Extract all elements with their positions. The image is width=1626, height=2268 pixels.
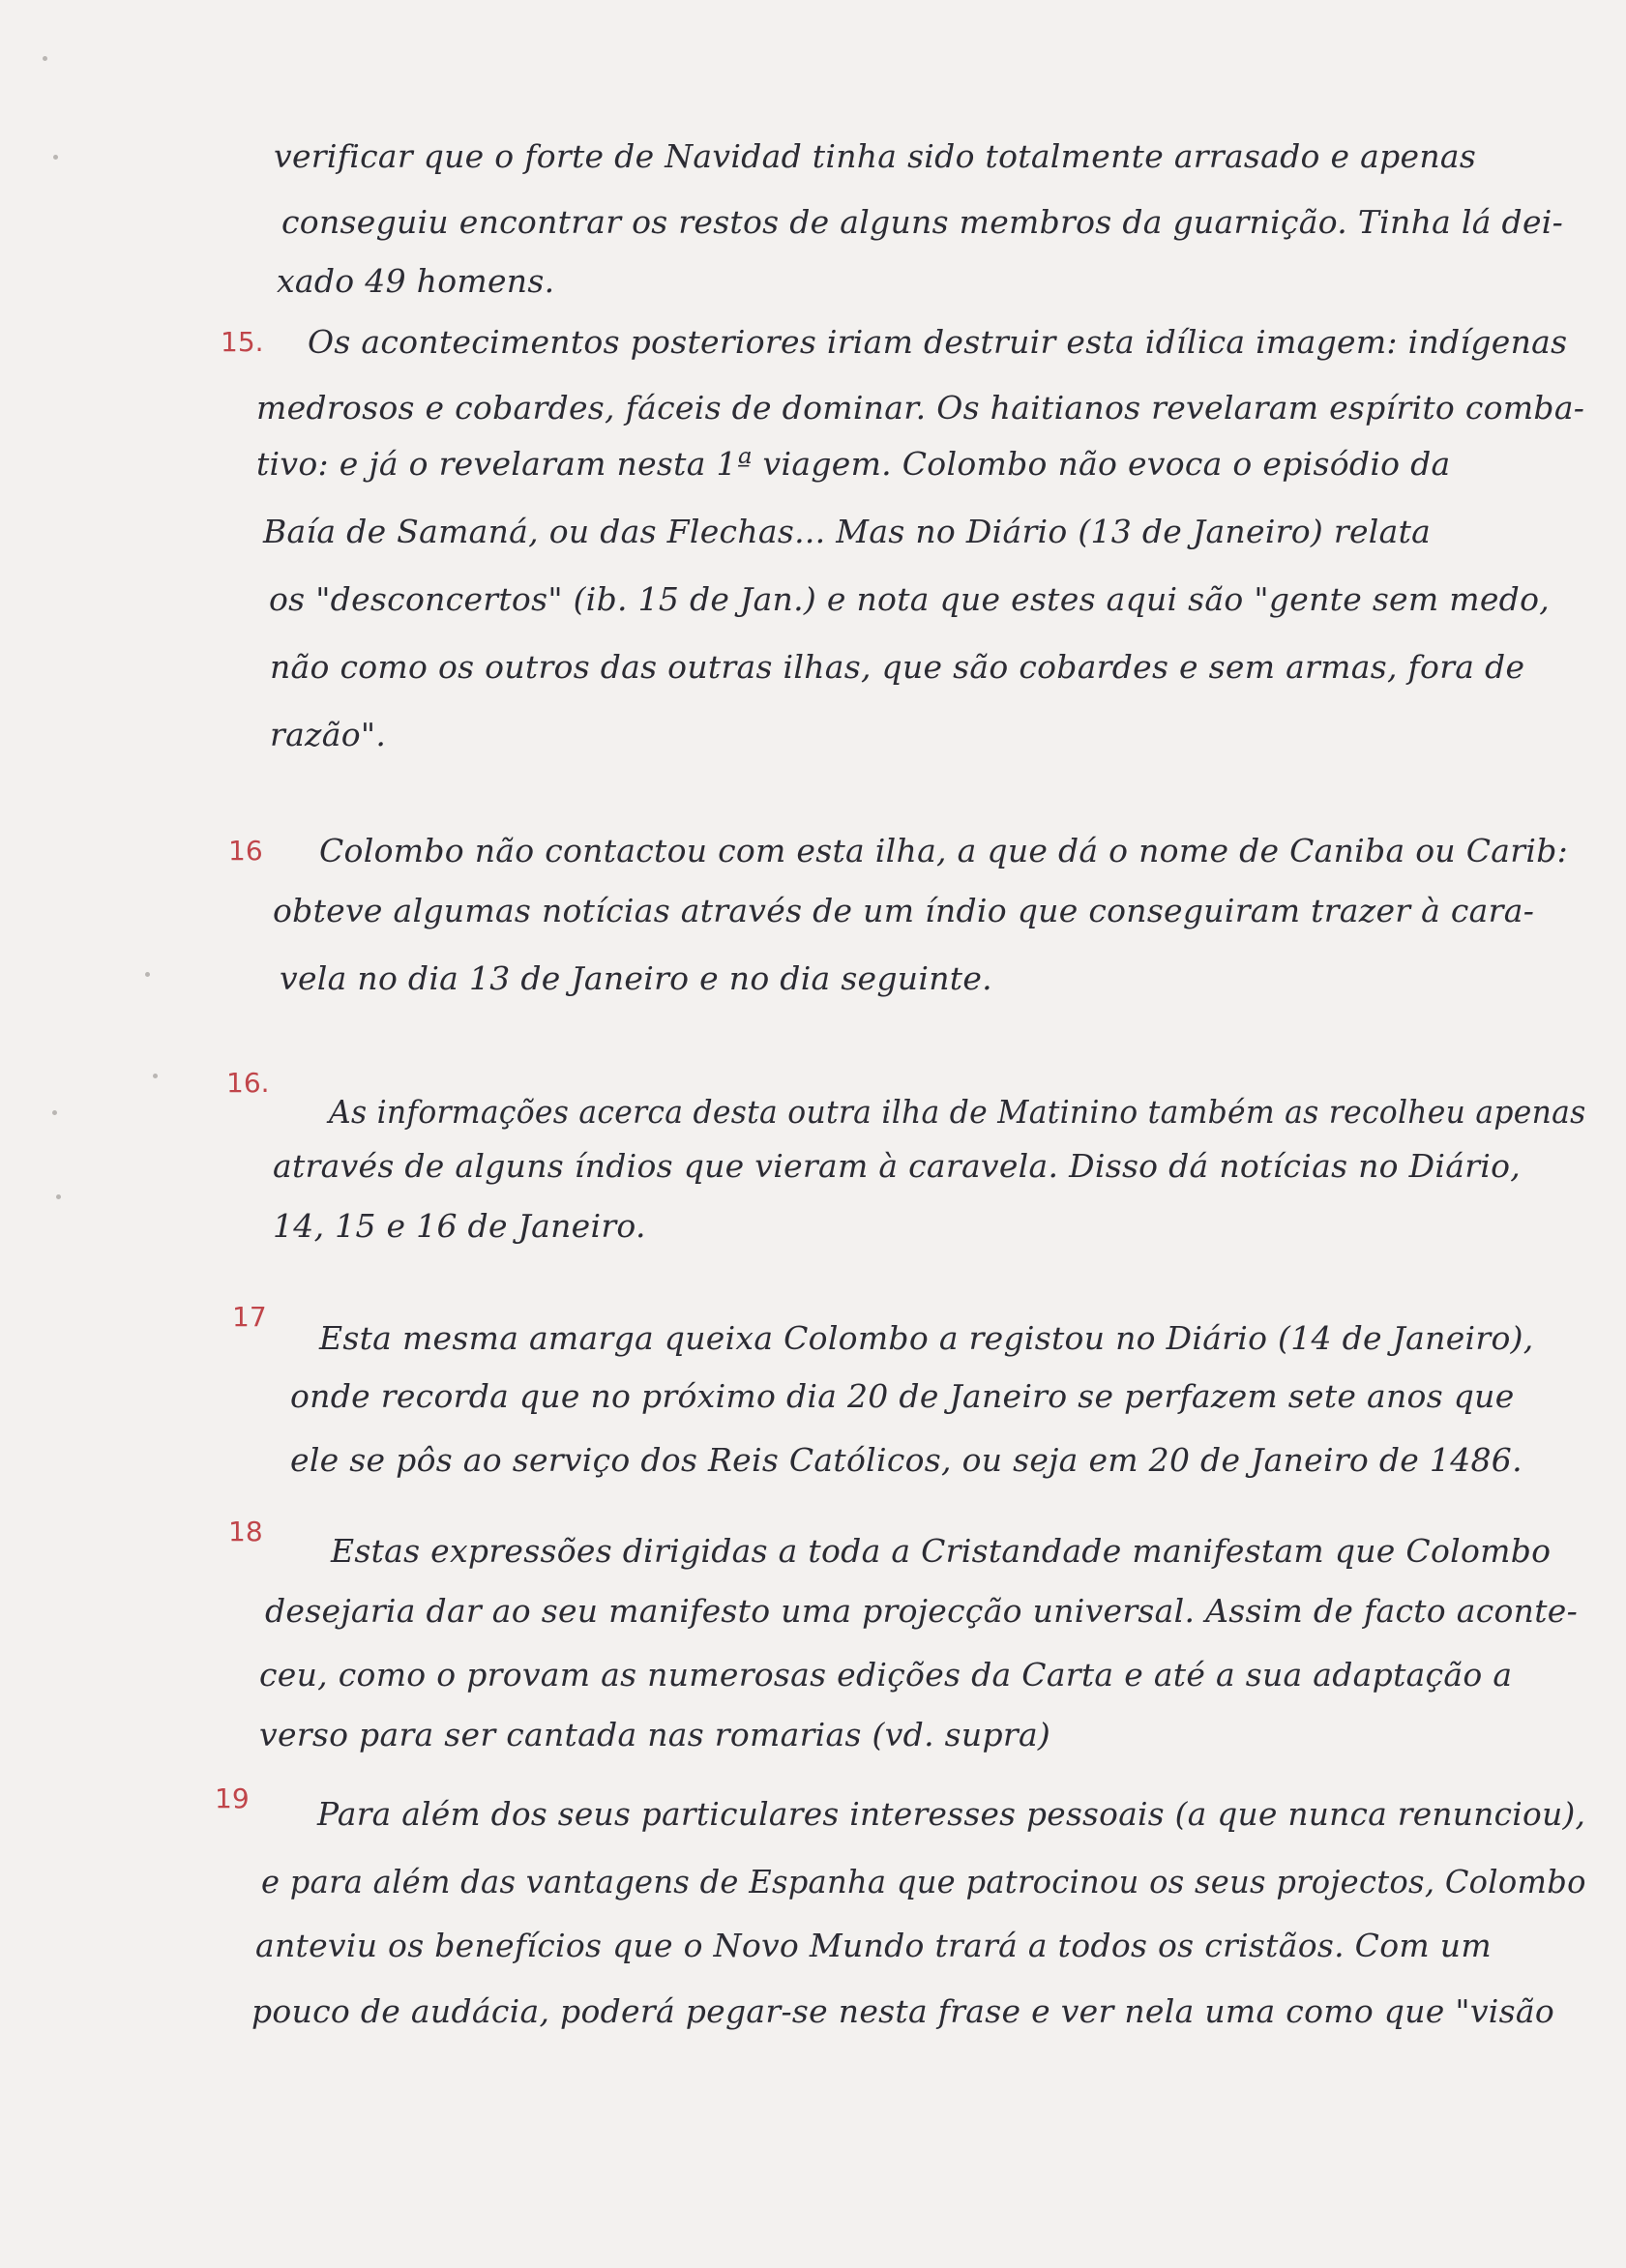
note-line: Os acontecimentos posteriores iriam destruir esta idílica imagem: indígenas	[308, 323, 1568, 361]
note-number: 17	[232, 1301, 267, 1333]
note-line: pouco de audácia, poderá pegar-se nesta frase e ver nela uma como que "visão	[251, 1992, 1555, 2030]
note-line: desejaria dar ao seu manifesto uma projecção universal. Assim de facto aconte-	[265, 1592, 1579, 1630]
margin-speck	[43, 56, 47, 61]
margin-speck	[153, 1074, 158, 1078]
note-line: verificar que o forte de Navidad tinha sido totalmente arrasado e apenas	[274, 137, 1477, 175]
note-number: 15.	[221, 326, 264, 358]
note-line: Para além dos seus particulares interesses pessoais (a que nunca renunciou),	[317, 1795, 1586, 1833]
note-line: medrosos e cobardes, fáceis de dominar. Os haitianos revelaram espírito comba-	[256, 389, 1585, 427]
margin-speck	[56, 1194, 61, 1199]
note-line: 14, 15 e 16 de Janeiro.	[273, 1207, 646, 1245]
note-line: não como os outros das outras ilhas, que são cobardes e sem armas, fora de	[270, 648, 1525, 686]
note-line: através de alguns índios que vieram à caravela. Disso dá notícias no Diário,	[273, 1147, 1522, 1185]
note-line: xado 49 homens.	[277, 262, 555, 300]
note-line: Esta mesma amarga queixa Colombo a registou no Diário (14 de Janeiro),	[319, 1319, 1534, 1357]
note-line: Estas expressões dirigidas a toda a Cristandade manifestam que Colombo	[331, 1532, 1552, 1570]
note-line: anteviu os benefícios que o Novo Mundo trará a todos os cristãos. Com um	[255, 1927, 1492, 1964]
note-line: vela no dia 13 de Janeiro e no dia seguinte.	[280, 959, 992, 997]
note-line: onde recorda que no próximo dia 20 de Janeiro se perfazem sete anos que	[290, 1377, 1515, 1415]
note-line: ele se pôs ao serviço dos Reis Católicos, ou seja em 20 de Janeiro de 1486.	[290, 1441, 1523, 1479]
note-number: 19	[215, 1782, 250, 1814]
margin-speck	[53, 155, 58, 160]
note-line: verso para ser cantada nas romarias (vd. supra)	[259, 1716, 1051, 1753]
note-line: razão".	[270, 716, 387, 753]
note-number: 16.	[226, 1067, 270, 1099]
note-number: 18	[228, 1516, 263, 1547]
note-line: As informações acerca desta outra ilha de Matinino também as recolheu apenas	[329, 1093, 1586, 1131]
note-line: obteve algumas notícias através de um índio que conseguiram trazer à cara-	[273, 892, 1535, 929]
note-line: tivo: e já o revelaram nesta 1ª viagem. Colombo não evoca o episódio da	[256, 445, 1451, 483]
margin-speck	[145, 972, 150, 977]
note-number: 16	[228, 835, 263, 867]
note-line: e para além das vantagens de Espanha que patrocinou os seus projectos, Colombo	[261, 1863, 1586, 1900]
margin-speck	[52, 1110, 57, 1115]
note-line: ceu, como o provam as numerosas edições da Carta e até a sua adaptação a	[259, 1656, 1513, 1694]
note-line: Baía de Samaná, ou das Flechas... Mas no Diário (13 de Janeiro) relata	[263, 513, 1432, 550]
note-line: os "desconcertos" (ib. 15 de Jan.) e nota que estes aqui são "gente sem medo,	[269, 580, 1551, 618]
note-line: conseguiu encontrar os restos de alguns membros da guarnição. Tinha lá dei-	[281, 203, 1564, 241]
note-line: Colombo não contactou com esta ilha, a que dá o nome de Caniba ou Carib:	[319, 832, 1569, 869]
